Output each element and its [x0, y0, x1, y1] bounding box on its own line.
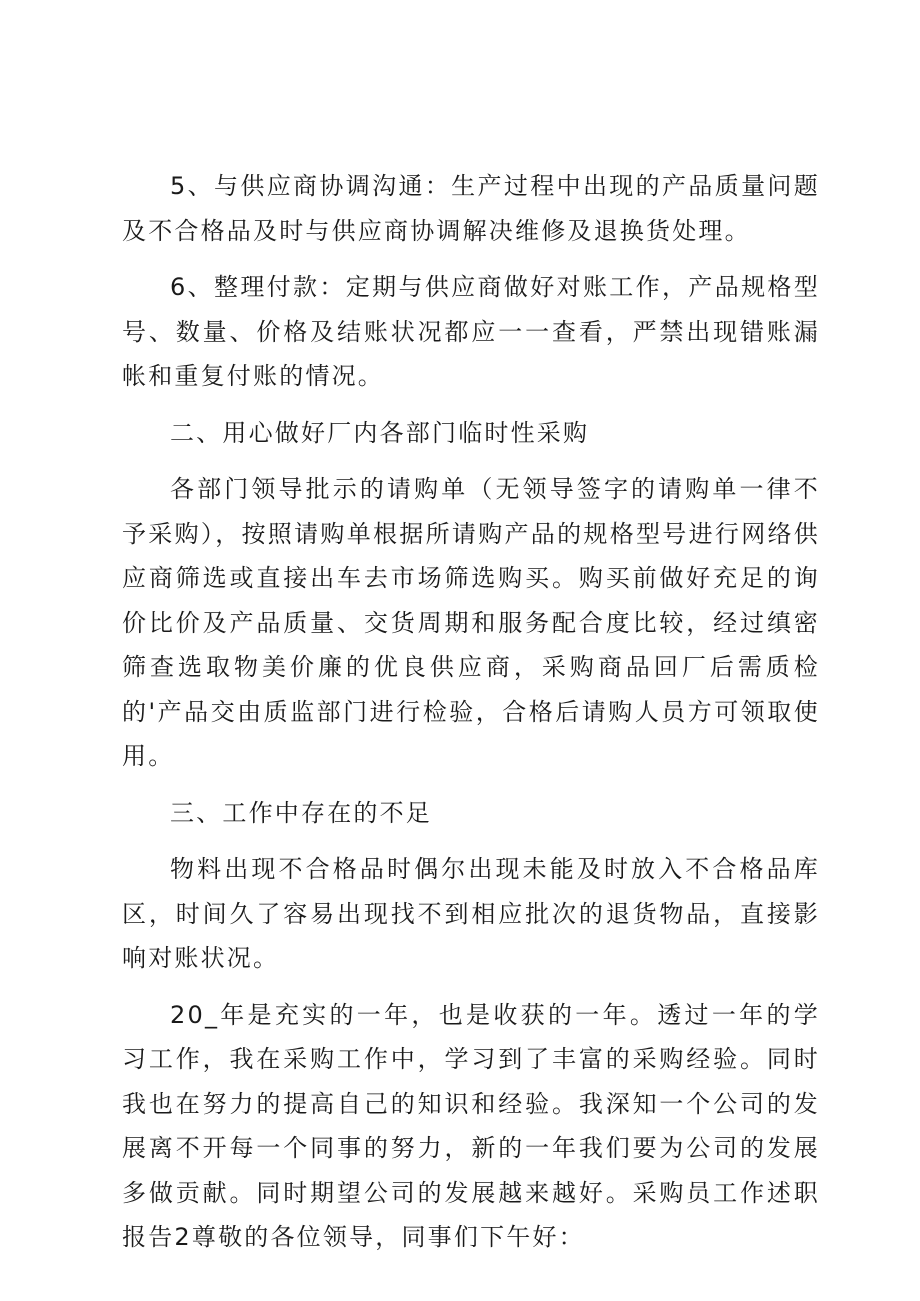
section-heading-temporary-purchasing: 二、用心做好厂内各部门临时性采购 [170, 418, 590, 447]
section-heading-shortcomings: 三、工作中存在的不足 [170, 798, 432, 827]
document-body [122, 164, 820, 1272]
paragraph-defective-materials: 物料出现不合格品时偶尔出现未能及时放入不合格品库区，时间久了容易出现找不到相应批次的退货物品，直接影响对账状况。 [122, 855, 820, 972]
paragraph-payment-reconciliation: 6、整理付款：定期与供应商做好对账工作，产品规格型号、数量、价格及结账状况都应一一查看，严禁出现错账漏帐和重复付账的情况。 [122, 273, 820, 390]
paragraph-supplier-coordination: 5、与供应商协调沟通：生产过程中出现的产品质量问题及不合格品及时与供应商协调解决维修及退换货处理。 [122, 172, 820, 245]
paragraph-purchase-requisition: 各部门领导批示的请购单（无领导签字的请购单一律不予采购），按照请购单根据所请购产品的规格型号进行网络供应商筛选或直接出车去市场筛选购买。购买前做好充足的询价比价及产品质量、交货周期和服务配合度比较，经过缜密筛查选取物美价廉的优良供应商，采购商品回厂后需质检的'产品交由质监部门进行检验，合格后请购人员方可领取使用。 [122, 475, 820, 770]
paragraph-year-summary: 20_年是充实的一年，也是收获的一年。透过一年的学习工作，我在采购工作中，学习到了丰富的采购经验。同时我也在努力的提高自己的知识和经验。我深知一个公司的发展离不开每一个同事的努力，新的一年我们要为公司的发展多做贡献。同时期望公司的发展越来越好。采购员工作述职报告2尊敬的各位领导，同事们下午好： [122, 1000, 820, 1251]
